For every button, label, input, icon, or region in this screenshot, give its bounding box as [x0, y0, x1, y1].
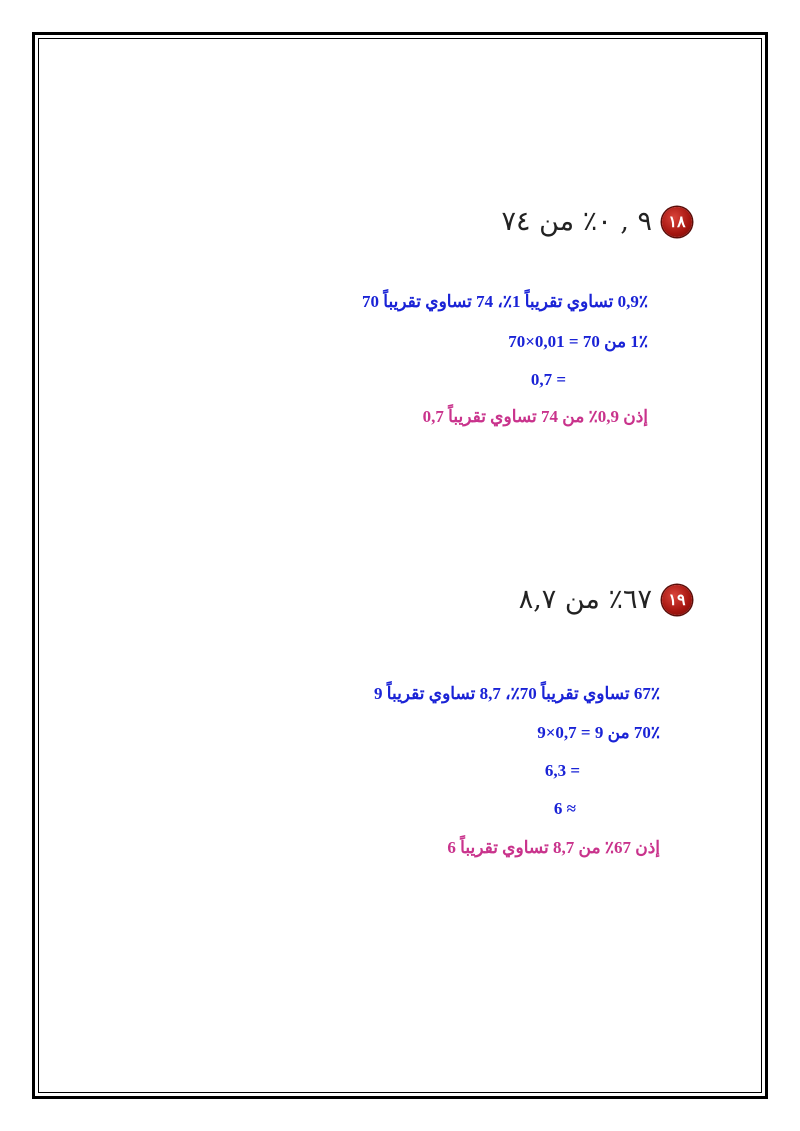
solution-step: = 0,7: [530, 370, 566, 389]
problem-number-badge: ١٨: [662, 207, 692, 237]
solution-step: = 6,3: [544, 761, 580, 780]
problem-19-heading: [519, 584, 692, 615]
problem-18-heading: [502, 206, 692, 237]
solution-step: 70٪ من 9 = 0,7×9: [537, 723, 660, 742]
solution-step: 67٪ تساوي تقريباً 70٪، 8,7 تساوي تقريباً 9: [374, 684, 660, 703]
solution-step: 0,9٪ تساوي تقريباً 1٪، 74 تساوي تقريباً 70: [362, 292, 648, 311]
problem-statement: ٦٧٪ من ٨,٧: [518, 584, 652, 615]
solution-conclusion: إذن 67٪ من 8,7 تساوي تقريباً 6: [447, 838, 660, 857]
solution-conclusion: إذن 0,9٪ من 74 تساوي تقريباً 0,7: [422, 407, 648, 426]
solution-step: 1٪ من 70 = 0,01×70: [508, 332, 648, 351]
page-border-inner: [38, 38, 762, 1093]
solution-step: ≈ 6: [553, 799, 576, 818]
problem-statement: ٩ , ٠٪ من ٧٤: [501, 206, 652, 237]
problem-number-badge: ١٩: [662, 585, 692, 615]
